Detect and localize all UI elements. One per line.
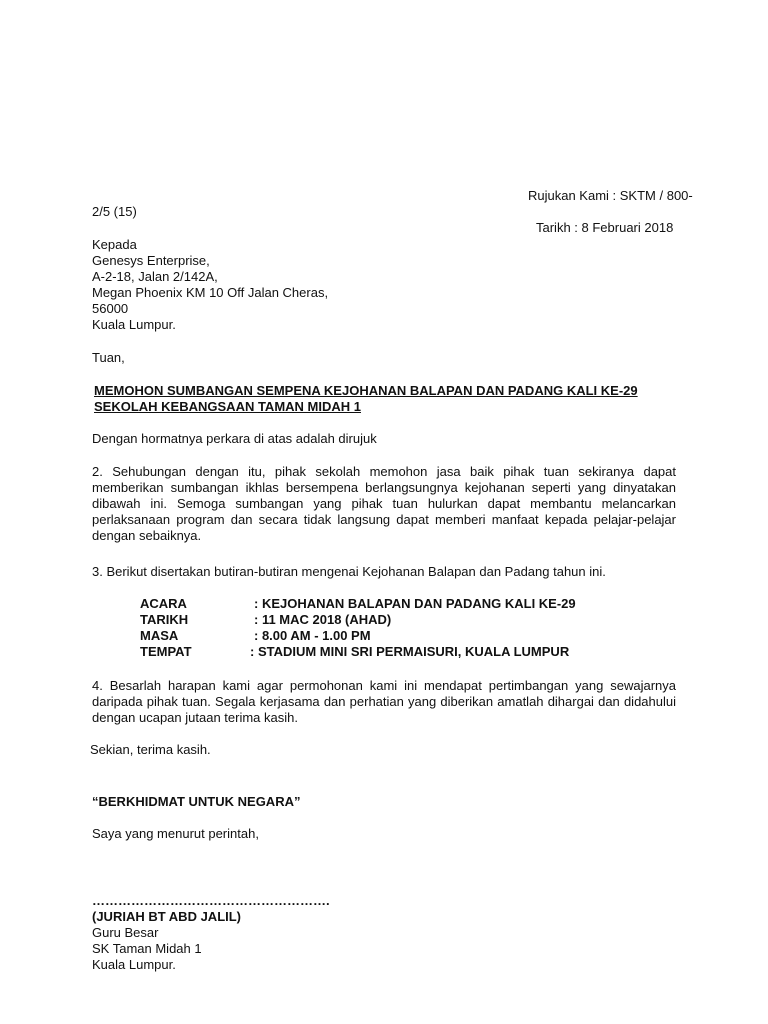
event-details-table — [140, 596, 600, 660]
reference-number: Rujukan Kami : SKTM / 800- — [528, 188, 693, 203]
signatory-city: Kuala Lumpur. — [92, 957, 176, 972]
letter-date: Tarikh : 8 Februari 2018 — [536, 220, 674, 235]
recipient-address — [92, 237, 328, 333]
paragraph-line: dengan sebaiknya. — [92, 528, 202, 543]
signatory-name: (JURIAH BT ABD JALIL) — [92, 909, 242, 924]
detail-value: : 8.00 AM - 1.00 PM — [254, 628, 371, 643]
paragraph-line: daripada pihak tuan. Segala kerjasama dan perhatian yang diberikan amatlah dihargai dan didahului — [92, 694, 676, 709]
paragraph-line: 2. Sehubungan dengan itu, pihak sekolah memohon jasa baik pihak tuan sekiranya dapat — [92, 464, 676, 479]
detail-label: MASA — [140, 628, 179, 643]
signature-block — [92, 893, 330, 973]
detail-row — [140, 644, 600, 660]
paragraph-line: dibawah ini. Semoga sumbangan yang pihak tuan hulurkan dapat membantu melancarkan — [92, 496, 676, 511]
obedience-line: Saya yang menurut perintah, — [92, 826, 259, 841]
paragraph-3: 3. Berikut disertakan butiran-butiran mengenai Kejohanan Balapan dan Padang tahun ini. — [92, 564, 606, 579]
recipient-line: Kepada — [92, 237, 137, 252]
detail-row — [140, 612, 600, 628]
recipient-line: Kuala Lumpur. — [92, 317, 176, 332]
paragraph-line: 4. Besarlah harapan kami agar permohonan kami ini mendapat pertimbangan yang sewajarnya — [92, 678, 676, 693]
subject-line: SEKOLAH KEBANGSAAN TAMAN MIDAH 1 — [94, 399, 361, 414]
detail-label: TEMPAT — [140, 644, 192, 659]
signatory-school: SK Taman Midah 1 — [92, 941, 202, 956]
detail-row — [140, 628, 600, 644]
recipient-line: A-2-18, Jalan 2/142A, — [92, 269, 218, 284]
detail-value: : KEJOHANAN BALAPAN DAN PADANG KALI KE-29 — [254, 596, 576, 611]
detail-value: : STADIUM MINI SRI PERMAISURI, KUALA LUMPUR — [250, 644, 570, 659]
subject-heading — [94, 383, 638, 415]
intro-sentence: Dengan hormatnya perkara di atas adalah dirujuk — [92, 431, 377, 446]
signatory-title: Guru Besar — [92, 925, 159, 940]
paragraph-2 — [92, 464, 676, 544]
detail-value: : 11 MAC 2018 (AHAD) — [254, 612, 392, 627]
paragraph-line: memberikan sumbangan ikhlas bersempena berlangsungnya kejohanan seperti yang dinyatakan — [92, 480, 676, 495]
motto: “BERKHIDMAT UNTUK NEGARA” — [92, 794, 301, 809]
closing-remark: Sekian, terima kasih. — [90, 742, 211, 757]
detail-label: ACARA — [140, 596, 187, 611]
paragraph-line: perlaksanaan program dan secara tidak langsung dapat memberi manfaat kepada pelajar-pelajar — [92, 512, 676, 527]
paragraph-line: dengan ucapan jutaan terima kasih. — [92, 710, 298, 725]
salutation: Tuan, — [92, 350, 125, 365]
detail-label: TARIKH — [140, 612, 189, 627]
subject-line: MEMOHON SUMBANGAN SEMPENA KEJOHANAN BALAPAN DAN PADANG KALI KE-29 — [94, 383, 638, 398]
recipient-line: Megan Phoenix KM 10 Off Jalan Cheras, — [92, 285, 329, 300]
reference-number-continued: 2/5 (15) — [92, 204, 137, 219]
signature-line: ………………………………………………. — [92, 893, 330, 908]
recipient-line: 56000 — [92, 301, 129, 316]
detail-row — [140, 596, 600, 612]
recipient-line: Genesys Enterprise, — [92, 253, 210, 268]
paragraph-4 — [92, 678, 676, 726]
